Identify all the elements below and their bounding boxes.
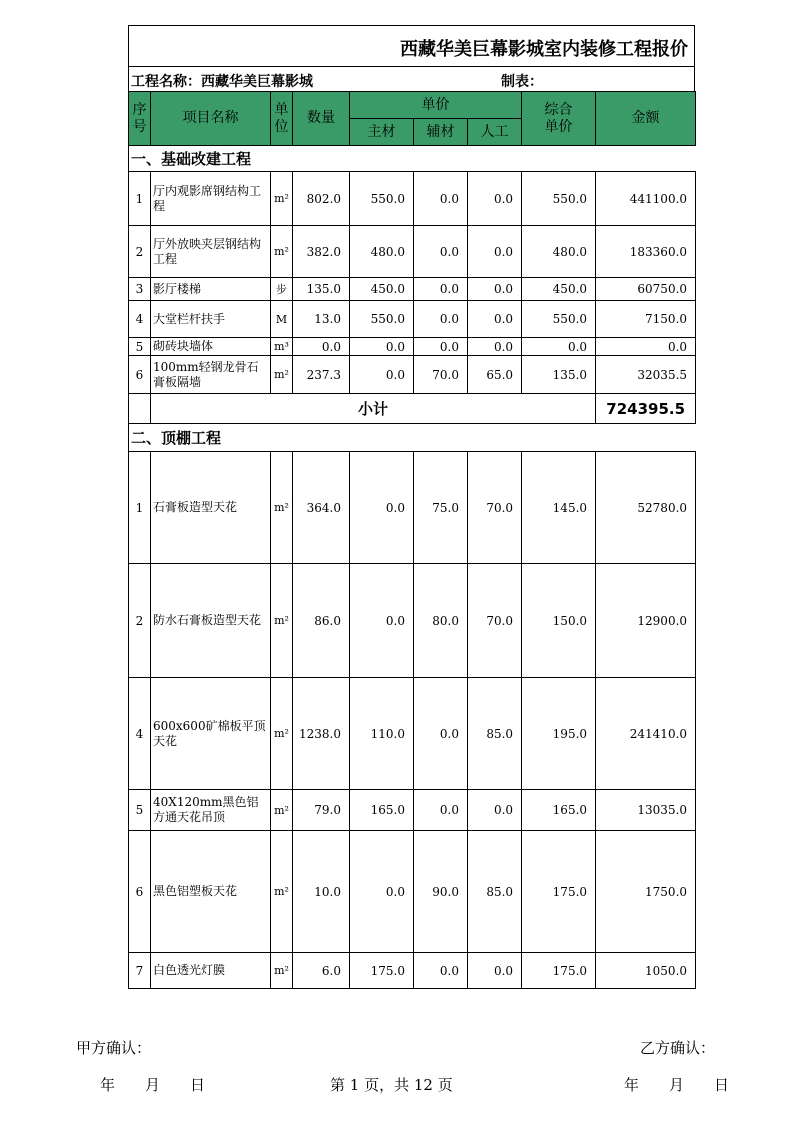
item-name: 100mm轻钢龙骨石膏板隔墙 <box>151 356 271 394</box>
table-row <box>129 338 696 356</box>
item-quantity: 237.3 <box>293 356 350 394</box>
item-aux-material: 0.0 <box>414 790 468 831</box>
header-unit: 单位 <box>271 92 293 146</box>
date-right: 年 月 日 <box>624 1076 730 1094</box>
item-labor: 70.0 <box>468 452 522 564</box>
date-left: 年 月 日 <box>100 1076 206 1094</box>
header-idx: 序号 <box>129 92 151 146</box>
item-unit: m² <box>271 953 293 989</box>
item-main-material: 175.0 <box>350 953 414 989</box>
item-name: 厅内观影席钢结构工程 <box>151 172 271 226</box>
item-unit: m³ <box>271 338 293 356</box>
item-quantity: 10.0 <box>293 831 350 953</box>
item-amount: 241410.0 <box>596 678 696 790</box>
item-labor: 0.0 <box>468 338 522 356</box>
item-aux-material: 0.0 <box>414 278 468 301</box>
item-main-material: 0.0 <box>350 356 414 394</box>
item-combined-price: 175.0 <box>522 831 596 953</box>
item-unit: M <box>271 301 293 338</box>
item-unit: 步 <box>271 278 293 301</box>
table-row <box>129 831 696 953</box>
table-row <box>129 226 696 278</box>
header-aux: 辅材 <box>414 119 468 146</box>
item-combined-price: 450.0 <box>522 278 596 301</box>
row-index: 2 <box>129 226 151 278</box>
header-amount: 金额 <box>596 92 696 146</box>
item-unit: m² <box>271 831 293 953</box>
item-main-material: 0.0 <box>350 831 414 953</box>
item-name: 影厅楼梯 <box>151 278 271 301</box>
item-aux-material: 0.0 <box>414 338 468 356</box>
item-name: 白色透光灯膜 <box>151 953 271 989</box>
item-name: 石膏板造型天花 <box>151 452 271 564</box>
item-combined-price: 150.0 <box>522 564 596 678</box>
header-qty: 数量 <box>293 92 350 146</box>
item-amount: 1750.0 <box>596 831 696 953</box>
header-name: 项目名称 <box>151 92 271 146</box>
table-row <box>129 172 696 226</box>
item-name: 防水石膏板造型天花 <box>151 564 271 678</box>
item-aux-material: 0.0 <box>414 301 468 338</box>
item-unit: m² <box>271 790 293 831</box>
table-row <box>129 301 696 338</box>
table-row <box>129 564 696 678</box>
row-index: 7 <box>129 953 151 989</box>
item-amount: 12900.0 <box>596 564 696 678</box>
item-labor: 0.0 <box>468 172 522 226</box>
item-aux-material: 0.0 <box>414 226 468 278</box>
item-main-material: 0.0 <box>350 452 414 564</box>
item-main-material: 550.0 <box>350 301 414 338</box>
item-aux-material: 75.0 <box>414 452 468 564</box>
item-combined-price: 145.0 <box>522 452 596 564</box>
table-row <box>129 953 696 989</box>
item-amount: 7150.0 <box>596 301 696 338</box>
item-combined-price: 0.0 <box>522 338 596 356</box>
maker-label: 制表： <box>501 74 543 90</box>
row-index: 1 <box>129 452 151 564</box>
item-name: 大堂栏杆扶手 <box>151 301 271 338</box>
item-labor: 65.0 <box>468 356 522 394</box>
item-amount: 183360.0 <box>596 226 696 278</box>
item-quantity: 135.0 <box>293 278 350 301</box>
item-unit: m² <box>271 678 293 790</box>
item-unit: m² <box>271 172 293 226</box>
item-combined-price: 165.0 <box>522 790 596 831</box>
item-labor: 70.0 <box>468 564 522 678</box>
item-main-material: 480.0 <box>350 226 414 278</box>
subtotal-label: 小计 <box>151 394 596 424</box>
item-labor: 0.0 <box>468 790 522 831</box>
item-unit: m² <box>271 452 293 564</box>
item-unit: m² <box>271 356 293 394</box>
item-aux-material: 0.0 <box>414 172 468 226</box>
header-combined: 综合单价 <box>522 92 596 146</box>
table-row <box>129 452 696 564</box>
subtotal-row <box>129 394 696 424</box>
item-combined-price: 135.0 <box>522 356 596 394</box>
item-quantity: 6.0 <box>293 953 350 989</box>
item-main-material: 550.0 <box>350 172 414 226</box>
item-combined-price: 480.0 <box>522 226 596 278</box>
item-name: 砌砖块墙体 <box>151 338 271 356</box>
item-aux-material: 90.0 <box>414 831 468 953</box>
item-aux-material: 0.0 <box>414 678 468 790</box>
item-labor: 0.0 <box>468 226 522 278</box>
item-main-material: 0.0 <box>350 338 414 356</box>
item-combined-price: 175.0 <box>522 953 596 989</box>
item-amount: 32035.5 <box>596 356 696 394</box>
item-unit: m² <box>271 226 293 278</box>
page-title: 西藏华美巨幕影城室内装修工程报价 <box>400 39 688 60</box>
header-unit-price: 单价 <box>350 92 522 119</box>
item-labor: 85.0 <box>468 678 522 790</box>
item-labor: 0.0 <box>468 278 522 301</box>
subtotal-blank <box>129 394 151 424</box>
row-index: 2 <box>129 564 151 678</box>
item-quantity: 802.0 <box>293 172 350 226</box>
section-header <box>129 146 696 172</box>
item-aux-material: 0.0 <box>414 953 468 989</box>
section-title: 二、顶棚工程 <box>129 424 696 452</box>
item-main-material: 0.0 <box>350 564 414 678</box>
section-header <box>129 424 696 452</box>
item-quantity: 86.0 <box>293 564 350 678</box>
item-amount: 1050.0 <box>596 953 696 989</box>
item-name: 厅外放映夹层钢结构工程 <box>151 226 271 278</box>
row-index: 6 <box>129 356 151 394</box>
row-index: 4 <box>129 678 151 790</box>
item-amount: 52780.0 <box>596 452 696 564</box>
item-name: 黑色铝塑板天花 <box>151 831 271 953</box>
item-labor: 0.0 <box>468 301 522 338</box>
item-quantity: 1238.0 <box>293 678 350 790</box>
row-index: 6 <box>129 831 151 953</box>
item-combined-price: 550.0 <box>522 172 596 226</box>
item-labor: 85.0 <box>468 831 522 953</box>
info-row <box>128 67 695 91</box>
item-quantity: 0.0 <box>293 338 350 356</box>
item-quantity: 382.0 <box>293 226 350 278</box>
header-main: 主材 <box>350 119 414 146</box>
item-main-material: 450.0 <box>350 278 414 301</box>
party-a-confirm: 甲方确认： <box>76 1039 152 1057</box>
party-b-confirm: 乙方确认： <box>640 1039 716 1057</box>
row-index: 5 <box>129 790 151 831</box>
item-amount: 60750.0 <box>596 278 696 301</box>
item-amount: 441100.0 <box>596 172 696 226</box>
subtotal-value: 724395.5 <box>596 394 696 424</box>
item-combined-price: 550.0 <box>522 301 596 338</box>
quote-table <box>128 91 696 989</box>
table-row <box>129 790 696 831</box>
item-quantity: 79.0 <box>293 790 350 831</box>
item-amount: 0.0 <box>596 338 696 356</box>
header-labor: 人工 <box>468 119 522 146</box>
table-row <box>129 678 696 790</box>
item-quantity: 13.0 <box>293 301 350 338</box>
item-quantity: 364.0 <box>293 452 350 564</box>
row-index: 3 <box>129 278 151 301</box>
page-number: 第 1 页，共 12 页 <box>330 1076 453 1094</box>
section-title: 一、基础改建工程 <box>129 146 696 172</box>
item-amount: 13035.0 <box>596 790 696 831</box>
row-index: 4 <box>129 301 151 338</box>
item-unit: m² <box>271 564 293 678</box>
table-row <box>129 278 696 301</box>
item-main-material: 110.0 <box>350 678 414 790</box>
item-aux-material: 70.0 <box>414 356 468 394</box>
item-main-material: 165.0 <box>350 790 414 831</box>
item-name: 600x600矿棉板平顶天花 <box>151 678 271 790</box>
project-name: 工程名称：西藏华美巨幕影城 <box>131 74 313 90</box>
item-name: 40X120mm黑色铝方通天花吊顶 <box>151 790 271 831</box>
row-index: 1 <box>129 172 151 226</box>
item-labor: 0.0 <box>468 953 522 989</box>
table-row <box>129 356 696 394</box>
quote-sheet <box>128 25 695 989</box>
item-combined-price: 195.0 <box>522 678 596 790</box>
title-row <box>128 25 695 67</box>
row-index: 5 <box>129 338 151 356</box>
item-aux-material: 80.0 <box>414 564 468 678</box>
